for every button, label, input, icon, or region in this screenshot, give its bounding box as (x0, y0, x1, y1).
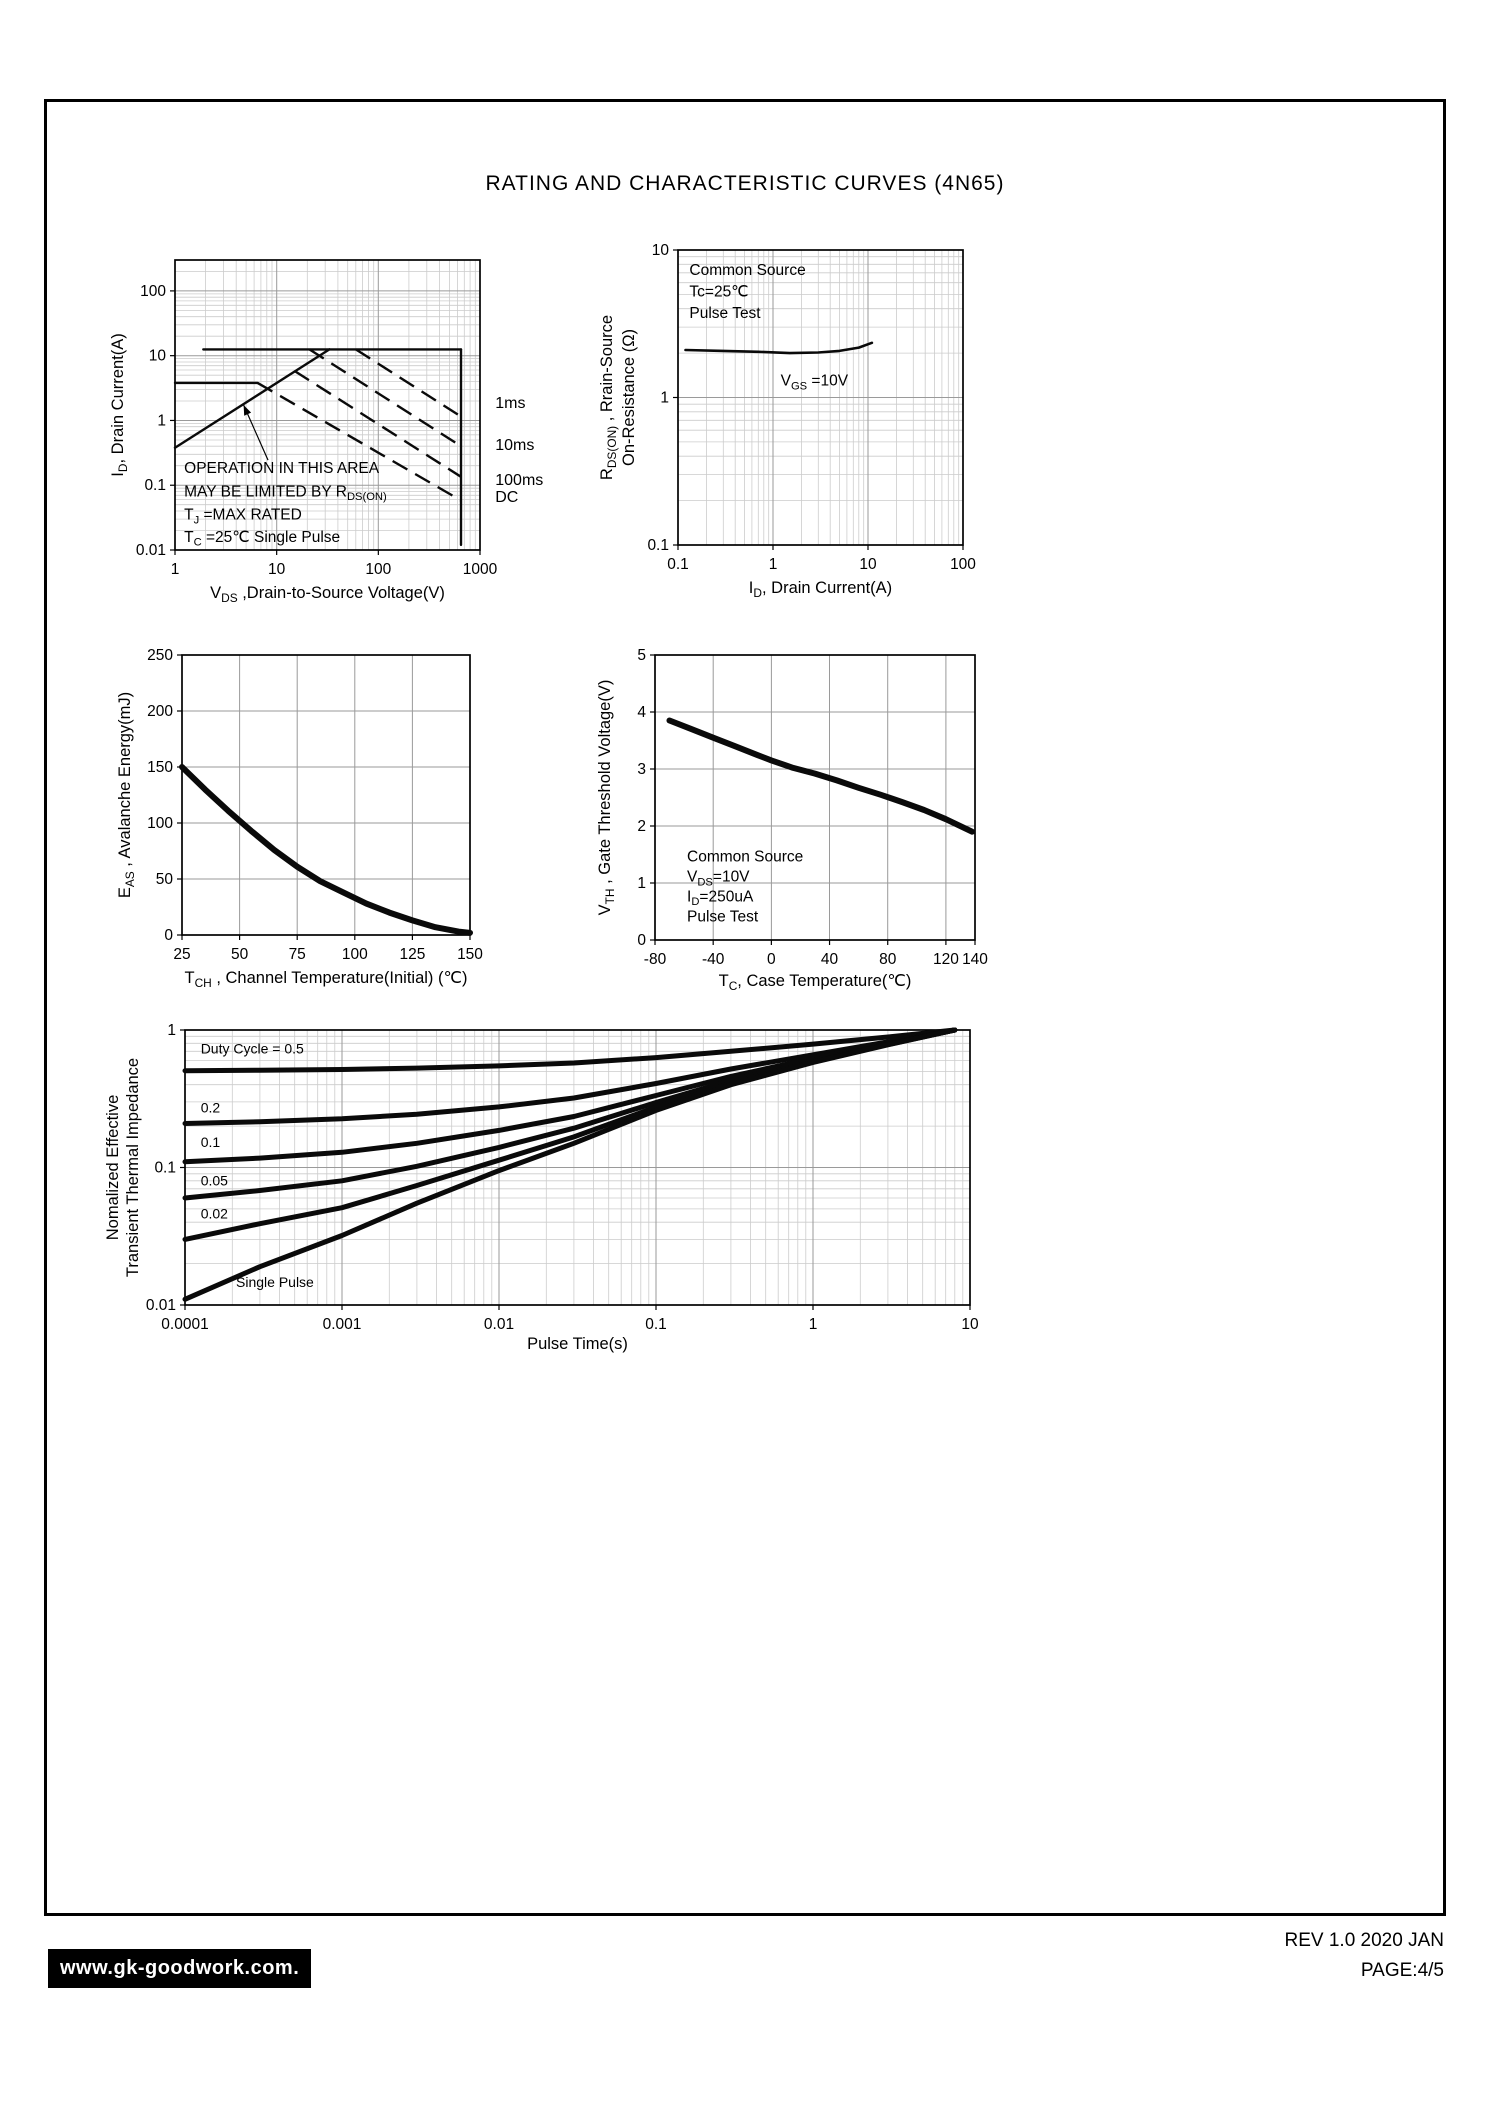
series-rdson-limit-line (175, 349, 329, 447)
svg-text:0.0001: 0.0001 (161, 1316, 209, 1333)
svg-text:On-Resistance (Ω): On-Resistance (Ω) (620, 328, 638, 467)
svg-text:0: 0 (164, 927, 173, 944)
revision-text: REV 1.0 2020 JAN (1284, 1930, 1444, 1951)
chart-canvas (105, 1000, 1095, 1400)
svg-text:1: 1 (660, 389, 669, 407)
svg-text:0.001: 0.001 (322, 1316, 362, 1333)
svg-text:VTH , Gate Threshold Voltage(V: $V_{TH}$ , Gate Threshold Voltage(V) (596, 679, 617, 916)
svg-text:EAS , Avalanche Energy(mJ): $E_{AS}$ , Avalanche Energy(mJ) (116, 691, 137, 899)
svg-text:10: 10 (268, 561, 286, 578)
svg-text:VDS=10V: $V_{DS}=10V$ (687, 868, 750, 889)
svg-text:1: 1 (170, 561, 180, 578)
transient-thermal-impedance-chart (105, 1000, 1095, 1405)
svg-text:1: 1 (157, 412, 166, 430)
svg-text:Tc=25℃: Tc=25℃ (689, 283, 749, 301)
svg-text:4: 4 (637, 704, 646, 721)
svg-text:VDS ,Drain-to-Source Voltage(V: $V_{DS}$ ,Drain-to-Source Voltage(V) (210, 584, 445, 605)
svg-text:1: 1 (637, 875, 646, 892)
svg-text:100ms: 100ms (495, 471, 544, 489)
website-badge: www.gk-goodwork.com. (48, 1949, 311, 1988)
svg-text:Common Source: Common Source (689, 262, 806, 280)
svg-text:10: 10 (961, 1316, 979, 1333)
on-resistance-chart (595, 230, 1065, 635)
svg-text:100: 100 (950, 556, 976, 573)
svg-text:Single Pulse: Single Pulse (236, 1274, 314, 1291)
svg-text:TC =25℃ Single Pulse: $T_C$ =25℃ Single Pulse (184, 528, 341, 549)
svg-text:3: 3 (637, 761, 646, 778)
svg-text:0: 0 (767, 951, 776, 968)
svg-text:0.1: 0.1 (647, 537, 669, 554)
svg-text:0.1: 0.1 (645, 1316, 667, 1333)
svg-text:80: 80 (879, 951, 897, 968)
svg-text:75: 75 (288, 946, 306, 963)
revision-info (1285, 1926, 1444, 1986)
series-10ms (309, 349, 461, 446)
svg-text:0.01: 0.01 (145, 1297, 176, 1314)
series-1ms (356, 349, 461, 416)
svg-text:TCH , Channel Temperature(Init: $T_{CH}$ , Channel Temperature(Initial) (℃) (184, 969, 468, 990)
svg-text:120: 120 (932, 951, 959, 968)
svg-text:1: 1 (808, 1316, 818, 1333)
svg-text:0.01: 0.01 (483, 1316, 515, 1333)
svg-text:100: 100 (140, 282, 166, 300)
safe-operating-area-chart (105, 235, 555, 640)
svg-text:10ms: 10ms (495, 436, 535, 454)
svg-text:25: 25 (173, 946, 191, 963)
svg-text:10: 10 (651, 242, 669, 259)
svg-text:Duty Cycle = 0.5: Duty Cycle = 0.5 (200, 1040, 304, 1057)
chart-canvas (105, 235, 555, 635)
page-title: RATING AND CHARACTERISTIC CURVES (4N65) (485, 172, 1005, 195)
svg-text:100: 100 (147, 815, 173, 832)
svg-text:Nomalized Effective: Nomalized Effective (105, 1094, 122, 1241)
svg-text:1000: 1000 (462, 561, 498, 578)
svg-text:0: 0 (637, 932, 646, 949)
svg-text:ID=250uA: $I_D=250uA$ (687, 888, 754, 909)
svg-text:200: 200 (147, 703, 173, 720)
svg-text:Pulse Test: Pulse Test (689, 304, 761, 322)
svg-text:1ms: 1ms (495, 394, 526, 412)
svg-text:Transient Thermal Impedance: Transient Thermal Impedance (124, 1057, 142, 1278)
svg-text:0.1: 0.1 (667, 556, 689, 573)
svg-text:150: 150 (457, 946, 483, 963)
svg-text:100: 100 (341, 946, 368, 963)
svg-text:50: 50 (230, 946, 249, 963)
svg-text:OPERATION IN THIS AREA: OPERATION IN THIS AREA (184, 460, 380, 478)
series-eas (182, 767, 470, 933)
svg-text:1: 1 (768, 556, 778, 573)
svg-text:125: 125 (399, 946, 426, 963)
svg-text:0.2: 0.2 (200, 1099, 221, 1116)
svg-text:Common Source: Common Source (687, 848, 804, 866)
svg-text:0.1: 0.1 (144, 477, 166, 495)
svg-text:0.1: 0.1 (154, 1159, 176, 1177)
svg-text:100: 100 (365, 561, 392, 578)
svg-text:ID, Drain Current(A): $I_D$, Drain Current(A) (109, 333, 130, 477)
svg-text:TJ =MAX RATED: $T_J =MAX$ RATED (184, 506, 302, 527)
svg-text:0.01: 0.01 (135, 542, 166, 559)
series-rdson-vs-id (686, 343, 872, 353)
svg-text:10: 10 (859, 556, 877, 573)
svg-text:140: 140 (962, 951, 988, 968)
svg-text:1: 1 (167, 1022, 176, 1039)
svg-text:-40: -40 (701, 951, 725, 968)
svg-text:250: 250 (147, 647, 173, 664)
svg-text:ID, Drain Current(A): $I_D$, Drain Current(A) (748, 579, 893, 600)
avalanche-energy-chart (105, 625, 555, 1030)
svg-text:0.1: 0.1 (200, 1133, 221, 1150)
svg-text:50: 50 (155, 871, 173, 888)
svg-text:RDS(ON) , Rrain-Source: $R_{DS(ON)}$ , Rrain-Source (598, 314, 619, 481)
svg-text:40: 40 (820, 951, 839, 968)
svg-text:VGS =10V: $V_{GS} =10V$ (780, 372, 849, 393)
svg-text:Pulse Time(s): Pulse Time(s) (527, 1335, 628, 1353)
series-vth (670, 721, 973, 832)
page-number: PAGE:4/5 (1360, 1960, 1444, 1981)
svg-text:-80: -80 (643, 951, 667, 968)
svg-text:0.05: 0.05 (200, 1172, 228, 1189)
gate-threshold-voltage-chart (595, 625, 1065, 1030)
chart-canvas (105, 625, 555, 1025)
svg-text:Pulse Test: Pulse Test (687, 908, 759, 926)
svg-text:2: 2 (637, 818, 646, 835)
chart-canvas (595, 625, 1065, 1025)
svg-text:5: 5 (637, 647, 646, 664)
svg-text:MAY BE LIMITED BY RDS(ON): MAY BE LIMITED BY $R_{DS(ON)}$ (184, 483, 387, 504)
svg-text:DC: DC (495, 489, 519, 507)
svg-text:150: 150 (147, 759, 173, 776)
svg-text:0.02: 0.02 (200, 1205, 228, 1222)
chart-canvas (595, 230, 1065, 630)
svg-text:10: 10 (148, 347, 166, 365)
svg-text:TC, Case Temperature(℃): $T_C$, Case Temperature(℃) (718, 972, 912, 993)
